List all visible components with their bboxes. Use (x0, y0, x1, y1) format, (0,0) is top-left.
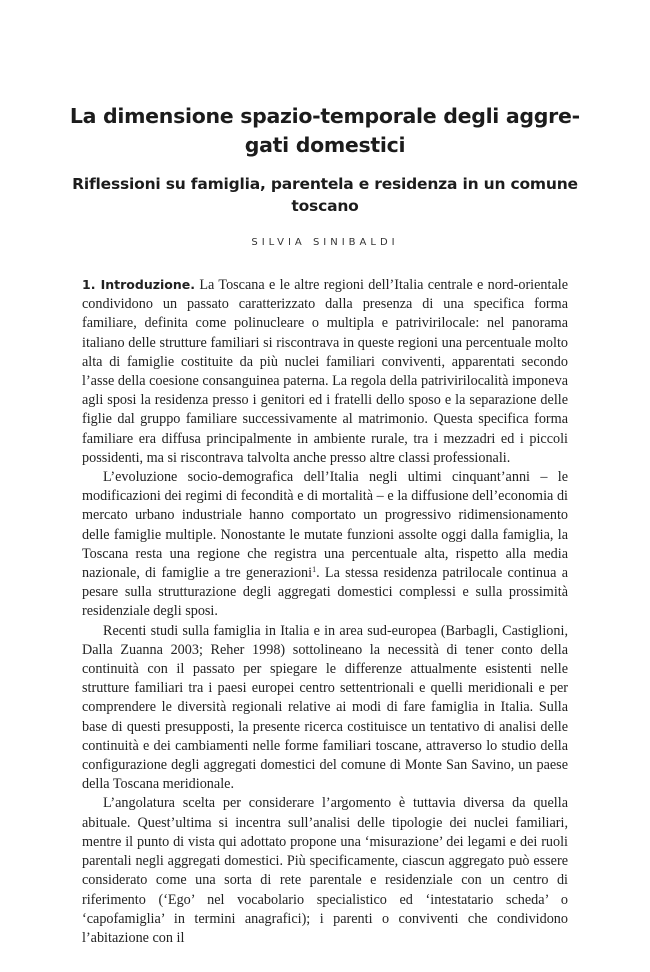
article-author: SILVIA SINIBALDI (251, 237, 399, 248)
paragraph-text: L’evoluzione socio-demografica dell’Italia negli ultimi cinquant’anni – le modificazioni dei regimi di fecondità e di mortalità – e la diffusione dell’economia di mercato urbano industriale hanno comportato un progressivo ridimensionamento delle famiglie multiple. Nonostante le mutate funzioni assolte oggi dalla famiglia, la Toscana resta una regione che registra una percentuale alta, rispetto alla media nazionale, di famiglie a tre generazioni (82, 469, 568, 582)
paragraph-text: . La stessa residenza patrilocale continua a pesare sulla strutturazione degli aggregati domestici complessi e sulla prossimità residenziale degli sposi. (82, 565, 568, 620)
article-body (82, 275, 568, 948)
paragraph-text: La Toscana e le altre regioni dell’Italia centrale e nord-orientale condividono un passato caratterizzato dalla presenza di una specifica forma familiare, definita come polinucleare o multipla e patrivirilocale: nel panorama italiano delle strutture familiari si riscontrava in queste regioni una percentuale molto alta di famiglie costituite da più nuclei familiari conviventi, apparentati secondo l’asse della coesione consanguinea paterna. La regola della patrivirilocalità imponeva agli sposi la residenza presso i genitori ed i fratelli dello sposo e la separazione delle figlie dal gruppo familiare successivamente al matrimonio. Questa specifica forma familiare era diffusa principalmente in ambiente rurale, tra i mezzadri ed i piccoli possidenti, ma si riscontrava talvolta anche presso altre classi professionali. (82, 277, 568, 466)
paragraph-introduction (82, 275, 568, 468)
article-subtitle: Riflessioni su famiglia, parentela e residenza in un comune toscano (72, 175, 578, 215)
paragraph-recent-studies: Recenti studi sulla famiglia in Italia e in area sud-europea (Barbagli, Castiglioni, Dalla Zuanna 2003; Reher 1998) sottolineano la necessità di tener conto della continuità con il passato per spiegare le differenze attualmente esistenti nelle strutture familiari tra i paesi europei centro settentrionali e quelli meridionali e per comprendere le diversità regionali relative ai modi di fare famiglia in Italia. Sulla base di questi presupposti, la presente ricerca costituisce un tentativo di analisi delle continuità e dei cambiamenti nelle forme familiari toscane, attraverso lo studio della configurazione degli aggregati domestici del comune di Monte San Savino, un paese della Toscana meridionale. (82, 622, 568, 793)
paragraph-evolution (82, 468, 568, 622)
footnote-reference[interactable]: 1 (312, 565, 317, 575)
section-heading: 1. Introduzione. (82, 277, 195, 292)
paragraph-approach: L’angolatura scelta per considerare l’argomento è tuttavia diversa da quella abituale. Quest’ultima si incentra sull’analisi delle tipologie dei nuclei familiari, mentre il punto di vista qui adottato propone una ‘misurazione’ dei legami e dei ruoli parentali negli aggregati domestici. Più specificamente, ciascun aggregato può essere considerato come una sorta di rete parentale e residenziale con un centro di riferimento (‘Ego’ nel vocabolario specialistico ed ‘intestatario scheda’ o ‘capofamiglia’ in termini anagrafici); i parenti o conviventi che condividono l’abitazione con il (82, 795, 568, 946)
article-title: La dimensione spazio-temporale degli aggregati domestici (69, 104, 581, 157)
